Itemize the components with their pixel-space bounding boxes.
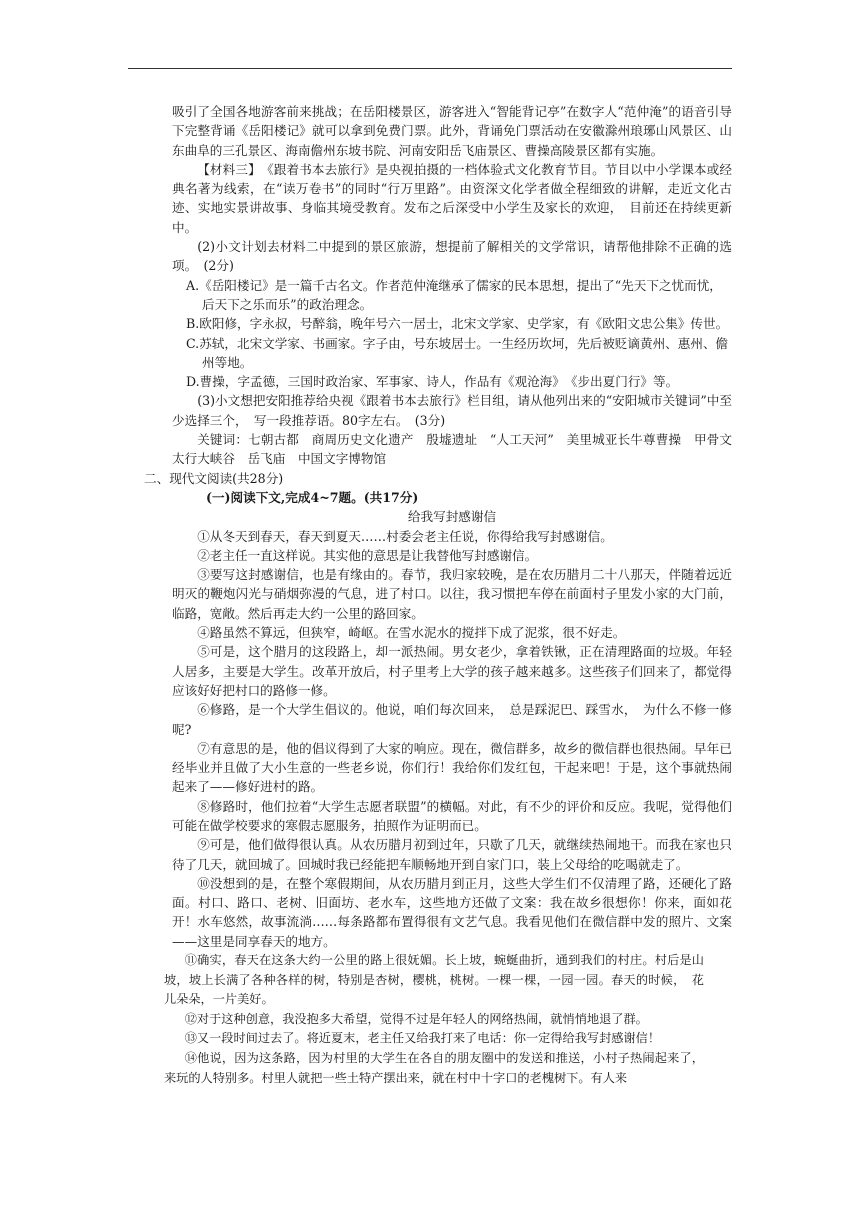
article-paragraph-5: ⑤可是，这个腊月的这段路上，却一派热闹。男女老少，拿着铁锹，正在清理路面的垃圾。年轻人居多，主要是大学生。改革开放后，村子里考上大学的孩子越来越多。这些孩子们回来了，都觉得应该好好把村口的路修一修。 (172, 644, 732, 698)
subsection-heading: (一)阅读下文,完成4~7题。(共17分) (206, 489, 419, 505)
keywords: 关键词：七朝古都 商周历史文化遗产 殷墟遗址 “人工天河” 美里城亚长牛尊曹操 甲骨文 太行大峡谷 岳飞庙 中国文字博物馆 (172, 432, 745, 467)
paragraph-material3: 【材料三】 《跟着书本去旅行》是央视拍摄的一档体验式文化教育节目。节目以中小学课本或经典名著为线索，在“读万卷书”的同时“行万里路”。由资深文化学者做全程细致的讲解，走近文化古迹、实地实景讲故事、身临其境受教育。发布之后深受中小学生及家长的欢迎， 目前还在持续更新中。 (172, 161, 732, 235)
article-paragraph-12: ⑫对于这种创意，我没抱多大希望，觉得不过是年轻人的网络热闹，就悄悄地退了群。 (184, 1011, 648, 1026)
article-paragraph-2: ②老主任一直这样说。其实他的意思是让我替他写封感谢信。 (197, 547, 538, 563)
option-c: C.苏轼，北宋文学家、书画家。字子由，号东坡居士。一生经历坎坷，先后被贬谪黄州、惠州、儋州等地。 (186, 335, 729, 370)
article-paragraph-11: ⑪确实，春天在这条大约一公里的路上很妩媚。长上坡，蜿蜒曲折，通到我们的村庄。村后是山坡，坡上长满了各种各样的树，特别是杏树，樱桃，桃树。一棵一棵，一园一园。春天的时候， 花儿朵朵，一片美好。 (164, 953, 704, 1007)
section-heading: 二、现代文阅读(共28分) (144, 470, 284, 486)
article-paragraph-14: ⑭他说，因为这条路，因为村里的大学生在各自的朋友圈中的发送和推送，小村子热闹起来了，来玩的人特别多。村里人就把一些土特产摆出来，就在村中十字口的老槐树下。有人来 (164, 1051, 704, 1085)
paragraph-material2-end: 吸引了全国各地游客前来挑战；在岳阳楼景区，游客进入“智能背记亭”在数字人“范仲淹”的语音引导下完整背诵《岳阳楼记》就可以拿到免费门票。此外，背诵免门票活动在安徽滁州琅琊山风景区、山东曲阜的三孔景区、海南儋州东坡书院、河南安阳岳飞庙景区、曹操高陵景区都有实施。 (172, 104, 732, 158)
article-paragraph-6: ⑥修路，是一个大学生倡议的。他说，咱们每次回来， 总是踩泥巴、踩雪水， 为什么不修一修呢? (172, 702, 732, 737)
article-paragraph-7: ⑦有意思的是，他的倡议得到了大家的响应。现在，微信群多，故乡的微信群也很热闹。早年已经毕业并且做了大小生意的一些老乡说，你们行！我给你们发红包，干起来吧！于是，这个事就热闹起来了——修好进村的路。 (172, 740, 732, 795)
article-paragraph-4: ④路虽然不算远，但狭窄，崎岖。在雪水泥水的搅拌下成了泥浆，很不好走。 (197, 625, 626, 641)
article-title: 给我写封感谢信 (407, 509, 497, 525)
page-content (144, 102, 745, 1088)
option-a: A.《岳阳楼记》是一篇千古名文。作者范仲淹继承了儒家的民本思想，提出了“先天下之忧而忧，后天下之乐而乐”的政治理念。 (186, 277, 722, 312)
question-2: (2)小文计划去材料二中提到的景区旅游，想提前了解相关的文学常识，请帮他排除不正确的选项。 (2分) (172, 239, 732, 274)
article-paragraph-9: ⑨可是，他们做得很认真。从农历腊月初到过年，只歇了几天，就继续热闹地干。而我在家也只待了几天，就回城了。回城时我已经能把车顺畅地开到自家门口，装上父母给的吃喝就走了。 (172, 837, 732, 872)
article-paragraph-3: ③要写这封感谢信，也是有缘由的。春节，我归家较晚，是在农历腊月二十八那天，伴随着远近明灭的鞭炮闪光与硝烟弥漫的气息，进了村口。以往，我习惯把车停在前面村子里发小家的大门前，临路，宽敞。然后再走大约一公里的路回家。 (172, 567, 732, 621)
article-paragraph-8: ⑧修路时，他们拉着“大学生志愿者联盟”的横幅。对此，有不少的评价和反应。我呢，觉得他们可能在做学校要求的寒假志愿服务，拍照作为证明而已。 (172, 798, 732, 833)
option-d: D.曹操，字孟德，三国时政治家、军事家、诗人，作品有《观沧海》 《步出夏门行》等。 (186, 374, 679, 390)
question-3: (3)小文想把安阳推荐给央视《跟着书本去旅行》栏目组，请从他列出来的“安阳城市关键词”中至少选择三个， 写一段推荐语。80字左右。 (3分) (172, 393, 732, 428)
header-rule (128, 68, 732, 69)
article-paragraph-13: ⑬又一段时间过去了。将近夏末，老主任又给我打来了电话：你一定得给我写封感谢信！ (184, 1031, 661, 1046)
option-b: B.欧阳修，字永叔，号醉翁，晚年号六一居士，北宋文学家、史学家，有《欧阳文忠公集》传世。 (186, 316, 729, 332)
article-paragraph-1: ①从冬天到春天，春天到夏天……村委会老主任说，你得给我写封感谢信。 (197, 528, 613, 544)
article-paragraph-10: ⑩没想到的是，在整个寒假期间，从农历腊月到正月，这些大学生们不仅清理了路，还硬化了路面。村口、路口、老树、旧面坊、老水车，这些地方还做了文案：我在故乡很想你！你来，面如花开！水车悠然，故事流淌……每条路都布置得很有文艺气息。我看见他们在微信群中发的照片、文案——这里是同享春天的地方。 (172, 875, 732, 949)
